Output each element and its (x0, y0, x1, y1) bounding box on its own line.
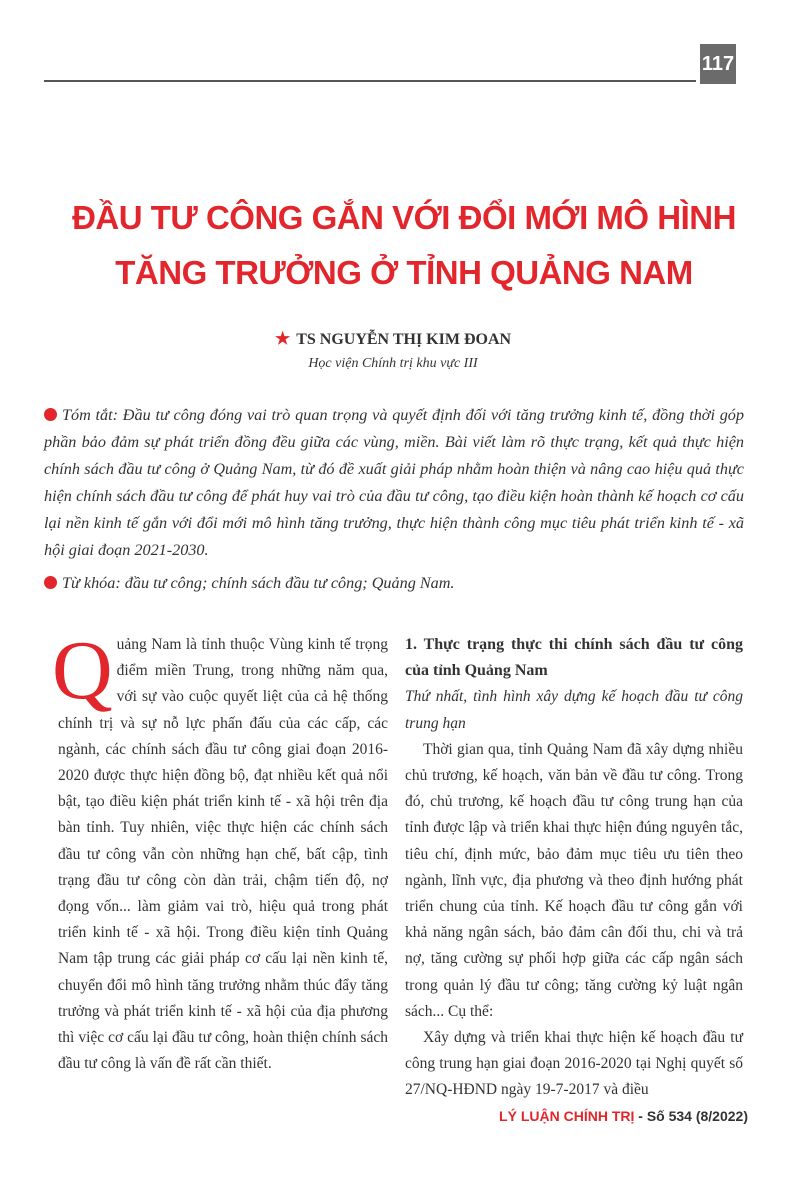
keywords-paragraph (44, 570, 744, 597)
left-column (52, 624, 388, 1077)
keywords-text: Từ khóa: đầu tư công; chính sách đầu tư công; Quảng Nam. (62, 574, 455, 592)
section-heading: 1. Thực trạng thực thi chính sách đầu tư công của tỉnh Quảng Nam (405, 636, 743, 680)
body-paragraph-2: Xây dựng và triển khai thực hiện kế hoạch đầu tư công trung hạn giai đoạn 2016-2020 tại Nghị quyết số 27/NQ-HĐND ngày 19-7-2017 và điều (405, 1029, 743, 1099)
body-paragraph-1: Thời gian qua, tỉnh Quảng Nam đã xây dựng nhiều chủ trương, kế hoạch, văn bản về đầu tư công. Trong đó, chủ trương, kế hoạch đầu tư công trung hạn của tỉnh được lập và triển khai thực hiện đúng nguyên tắc, tiêu chí, định mức, bảo đảm mục tiêu ưu tiên theo ngành, lĩnh vực, địa phương và theo định hướng phát triển chung của tỉnh. Kế hoạch đầu tư công gắn với khả năng ngân sách, bảo đảm cân đối thu, chi và trả nợ, tăng cường sự phối hợp giữa các cấp ngân sách trong quản lý đầu tư công; tăng cường kỷ luật ngân sách... Cụ thể: (405, 740, 743, 1020)
journal-name: LÝ LUẬN CHÍNH TRỊ (499, 1108, 635, 1124)
abstract (44, 402, 744, 597)
drop-cap: Q (52, 624, 113, 717)
right-column (405, 632, 743, 1104)
star-icon: ★ (274, 329, 291, 348)
abstract-paragraph (44, 402, 744, 564)
article-title (60, 190, 748, 300)
red-bullet-icon (44, 408, 57, 421)
abstract-text: Tóm tắt: Đầu tư công đóng vai trò quan trọng và quyết định đối với tăng trưởng kinh tế, đồng thời góp phần bảo đảm sự phát triển đồng đều giữa các vùng, miền. Bài viết làm rõ thực trạng, kết quả thực hiện chính sách đầu tư công ở Quảng Nam, từ đó đề xuất giải pháp nhằm hoàn thiện và nâng cao hiệu quả thực hiện chính sách đầu tư công để phát huy vai trò của đầu tư công, tạo điều kiện hoàn thành kế hoạch cơ cấu lại nền kinh tế gắn với đổi mới mô hình tăng trưởng, thực hiện thành công mục tiêu phát triển kinh tế - xã hội giai đoạn 2021-2030. (44, 406, 744, 559)
header-rule (44, 80, 696, 82)
title-line-1: ĐẦU TƯ CÔNG GẮN VỚI ĐỔI MỚI MÔ HÌNH (72, 199, 736, 236)
page-footer (490, 1108, 748, 1124)
section-subheading: Thứ nhất, tình hình xây dựng kế hoạch đầu tư công trung hạn (405, 688, 743, 732)
page-number: 117 (700, 44, 736, 84)
author-name: TS NGUYỄN THỊ KIM ĐOAN (296, 331, 512, 348)
red-bullet-icon (44, 576, 57, 589)
title-line-2: TĂNG TRƯỞNG Ở TỈNH QUẢNG NAM (115, 254, 693, 291)
author-line (0, 329, 786, 349)
author-affiliation: Học viện Chính trị khu vực III (308, 356, 478, 371)
intro-paragraph: uảng Nam là tỉnh thuộc Vùng kinh tế trọng điểm miền Trung, trong những năm qua, với sự vào cuộc quyết liệt của cả hệ thống chính trị và sự nỗ lực phấn đấu của các cấp, các ngành, các chính sách đầu tư công giai đoạn 2016-2020 được thực hiện đồng bộ, đạt nhiều kết quả nổi bật, tạo điều kiện phát triển kinh tế - xã hội trên địa bàn tỉnh. Tuy nhiên, việc thực hiện các chính sách đầu tư công vẫn còn những hạn chế, bất cập, tình trạng đầu tư công còn dàn trải, chậm tiến độ, nợ đọng vốn... làm giảm vai trò, hiệu quả trong phát triển kinh tế - xã hội. Trong điều kiện tỉnh Quảng Nam tập trung các giải pháp cơ cấu lại nền kinh tế, chuyển đổi mô hình tăng trưởng nhằm thúc đẩy tăng trưởng và phát triển kinh tế - xã hội của địa phương thì việc cơ cấu lại đầu tư công, hoàn thiện chính sách đầu tư công là vấn đề rất cần thiết. (58, 636, 388, 1073)
issue-info: - Số 534 (8/2022) (634, 1108, 748, 1124)
